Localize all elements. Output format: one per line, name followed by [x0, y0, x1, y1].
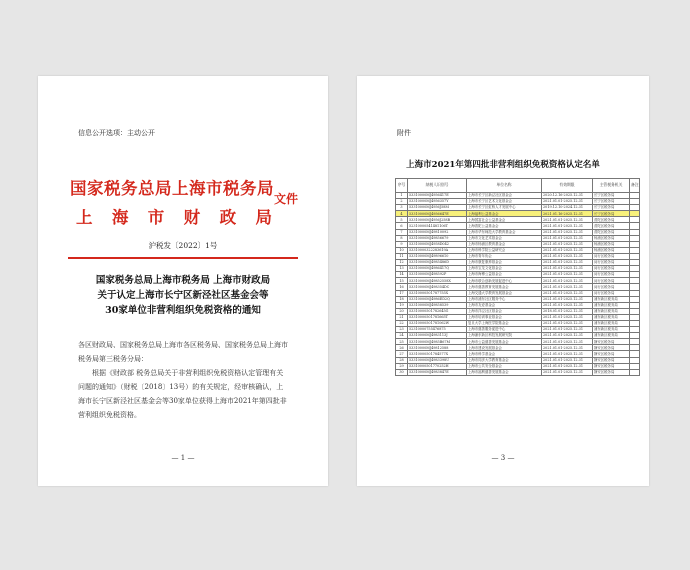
notice-body [78, 338, 290, 422]
table-cell: 2021.01.01-2025.12.31 [542, 272, 593, 278]
table-cell: 5 [396, 217, 408, 223]
table-cell: 上海福利公益基金会 [467, 211, 542, 217]
table-cell: 53310000501784577X [408, 351, 467, 357]
table-cell: 浦东新区税务局 [593, 302, 630, 308]
table-cell: 53310000MJ4986ED2Q [408, 296, 467, 302]
table-cell: 普陀区税务局 [593, 223, 630, 229]
table-cell: 8 [396, 235, 408, 241]
table-cell: 53310000501782645G [408, 308, 467, 314]
addressee: 各区财政局、国家税务总局上海市各区税务局、国家税务总局上海市税务局第三税务分局： [78, 341, 288, 363]
table-cell: 1 [396, 193, 408, 199]
table-cell: 杨浦区税务局 [593, 235, 630, 241]
table-cell: 53310000MJ498592P [408, 272, 467, 278]
table-cell: 上海市公共安全基金会 [467, 363, 542, 369]
table-cell: 21 [396, 314, 408, 320]
table-cell: 闵行区税务局 [593, 278, 630, 284]
issuer-char: 局 [255, 208, 272, 227]
table-cell: 53310000MJ4985B67M [408, 339, 467, 345]
table-cell: 闵行区税务局 [593, 260, 630, 266]
table-cell: 2021.01.01-2025.12.31 [542, 345, 593, 351]
table-cell: 上海市长宁区艺术文化基金会 [467, 199, 542, 205]
table-cell: 53310000501781062W [408, 320, 467, 326]
table-cell: 2021.01.01-2025.12.31 [542, 327, 593, 333]
table-cell: 2021.01.01-2025.12.31 [542, 363, 593, 369]
table-cell: 静安区税务局 [593, 339, 630, 345]
table-cell: 2021.01.01-2025.12.31 [542, 314, 593, 320]
table-cell: 26 [396, 345, 408, 351]
table-cell: 53310000MJ4958D042 [408, 241, 467, 247]
table-cell: 53310000MJ4983847E [408, 369, 467, 375]
table-cell: 静安区税务局 [593, 345, 630, 351]
table-cell: 浦东新区税务局 [593, 296, 630, 302]
page-number: — 1 — [171, 454, 195, 462]
table-cell: 上海普陀公益基金会 [467, 223, 542, 229]
title-line: 国家税务总局上海市税务局 上海市财政局 [95, 275, 271, 286]
table-cell: 53310000MJ498354DC [408, 284, 467, 290]
header-cell: 备注 [630, 179, 640, 193]
table-cell: 11 [396, 253, 408, 259]
table-cell: 上海浦东新区科技发展研究院 [467, 333, 542, 339]
table-cell: 12 [396, 260, 408, 266]
table-cell: 2021.01.01-2025.12.31 [542, 333, 593, 339]
table-cell: 上海交通大学教育发展基金会 [467, 290, 542, 296]
table-cell: 2021.01.01-2025.12.31 [542, 266, 593, 272]
table-cell: 10 [396, 247, 408, 253]
disclosure-option: 信息公开选项：主动公开 [78, 129, 155, 137]
title-line: 30家单位非营利组织免税资格的通知 [105, 305, 261, 316]
table-cell: 2021.01.01-2025.12.31 [542, 199, 593, 205]
header-cell: 纳税人识别号 [408, 179, 467, 193]
table-cell: 浦东新区税务局 [593, 308, 630, 314]
issuer-char: 市 [147, 208, 165, 227]
table-cell: 6 [396, 223, 408, 229]
issuer-char: 财 [183, 208, 201, 227]
table-cell: 4 [396, 211, 408, 217]
table-cell: 上海市慈善教育发展基金会 [467, 284, 542, 290]
issuer-char: 海 [111, 208, 129, 227]
table-cell: 上海市浦东社区服务中心 [467, 296, 542, 302]
table-cell: 13 [396, 266, 408, 272]
table-cell: 上海市同济大学教育基金会 [467, 357, 542, 363]
table-cell: 29 [396, 363, 408, 369]
table-cell: 2021.01.01-2025.12.31 [542, 357, 593, 363]
table-cell: 14 [396, 272, 408, 278]
table-cell: 上海市科学基金会 [467, 351, 542, 357]
table-cell: 2021.01.01-2025.12.31 [542, 302, 593, 308]
table-cell: 浦东新区税务局 [593, 314, 630, 320]
table-cell: 2021.01.01-2025.12.31 [542, 290, 593, 296]
table-cell: 2021.01.01-2025.12.31 [542, 369, 593, 375]
table-cell: 53310000MJ4985486D [408, 260, 467, 266]
notice-page-3 [357, 76, 649, 486]
table-cell: 53310000MJ49810092 [408, 229, 467, 235]
table-cell: 2021.01.01-2025.12.31 [542, 296, 593, 302]
list-title: 上海市2021年第四批非营利组织免税资格认定名单 [406, 160, 600, 170]
table-cell: 上海市洋泾社区基金会 [467, 308, 542, 314]
notice-page-1 [38, 76, 328, 486]
issuer-tax-bureau: 国家税务总局上海市税务局 [70, 179, 274, 198]
table-cell: 19 [396, 302, 408, 308]
header-cell: 主管税务机关 [593, 179, 630, 193]
table-cell: 2021.01.01-2025.12.31 [542, 351, 593, 357]
table-cell: 上海市海博公益基金会 [467, 272, 542, 278]
attachment-label: 附件 [397, 129, 411, 137]
table-cell: 上海市慈善服务促进中心 [467, 327, 542, 333]
table-cell: 静安区税务局 [593, 363, 630, 369]
table-cell: 杨浦区税务局 [593, 241, 630, 247]
table-cell: 上海市友爱基金会 [467, 302, 542, 308]
table-cell: 2 [396, 199, 408, 205]
table-cell: 2018.01.01-2022.12.31 [542, 308, 593, 314]
table-cell: 闵行区税务局 [593, 253, 630, 259]
table-cell: 长宁区税务局 [593, 199, 630, 205]
table-cell: 53310000MJ4956357Y [408, 199, 467, 205]
page-number: — 3 — [491, 454, 515, 462]
table-cell: 上海市文化艺术基金会 [467, 235, 542, 241]
table-cell: 普陀区税务局 [593, 229, 630, 235]
table-cell: 3 [396, 205, 408, 211]
table-cell: 52310000755476875 [408, 327, 467, 333]
table-cell: 上海市培训事业基金会 [467, 314, 542, 320]
table-cell: 2020.12.16-2025.12.31 [542, 193, 593, 199]
table-cell: 2021.01.01-2025.12.31 [542, 339, 593, 345]
table-cell: 上海市科学院公益研究会 [467, 247, 542, 253]
table-cell: 静安区税务局 [593, 357, 630, 363]
table-cell: 20 [396, 308, 408, 314]
exemption-table [395, 178, 640, 376]
table-cell: 静安区税务局 [593, 351, 630, 357]
table-cell: 上海市青年协会 [467, 253, 542, 259]
table-cell: 7 [396, 229, 408, 235]
header-cell: 单位名称 [467, 179, 542, 193]
table-cell: 2021.01.01-2025.12.31 [542, 320, 593, 326]
table-header [396, 179, 640, 193]
table-cell: 上海市长宁区虹桥人才发展中心 [467, 205, 542, 211]
table-cell: 2021.01.01-2025.12.31 [542, 223, 593, 229]
table-cell: 浦东新区税务局 [593, 333, 630, 339]
table-cell: 15 [396, 278, 408, 284]
table-cell: 53310000501787755X [408, 290, 467, 296]
notice-title [38, 273, 328, 318]
table-cell: 上海市公益慈善发展基金会 [467, 339, 542, 345]
table-cell: 53310000MJ49812588 [408, 345, 467, 351]
table-cell: 53310000MJ49896610 [408, 253, 467, 259]
table-cell: 27 [396, 351, 408, 357]
table-cell: 上海市康复康养基金会 [467, 260, 542, 266]
table-cell: 53310000MJ4956417E [408, 193, 467, 199]
table-cell: 2019.12.10-2024.12.31 [542, 205, 593, 211]
table-cell: 53310000MJ49852558X [408, 278, 467, 284]
table-cell: 上海市长宁区新泾社区基金会 [467, 193, 542, 199]
table-cell: 53310000MJ4956J58M [408, 205, 467, 211]
table-cell: 23 [396, 327, 408, 333]
table-cell: 上海市华东师范大学教育基金会 [467, 229, 542, 235]
table-cell: 18 [396, 296, 408, 302]
table-cell: 53310000322283619A [408, 247, 467, 253]
table-cell: 2021.01.01-2025.12.31 [542, 241, 593, 247]
table-cell: 长宁区税务局 [593, 211, 630, 217]
issuer-char: 政 [219, 208, 237, 227]
table-cell: 2021.01.01-2025.12.31 [542, 284, 593, 290]
table-cell: 24 [396, 333, 408, 339]
table-cell: 53310000MJ4986417Q [408, 266, 467, 272]
table-cell: 17 [396, 290, 408, 296]
table-cell: 长宁区税务局 [593, 193, 630, 199]
table-cell: 53310000501770252H [408, 363, 467, 369]
table-cell: 闵行区税务局 [593, 272, 630, 278]
table-cell: 2021.01.01-2025.12.31 [542, 217, 593, 223]
table-cell: 9 [396, 241, 408, 247]
table-cell: 52310000541481106T [408, 223, 467, 229]
table-cell: 30 [396, 369, 408, 375]
table-cell: 28 [396, 357, 408, 363]
table-cell: 浦东新区税务局 [593, 320, 630, 326]
table-cell: 普陀区税务局 [593, 217, 630, 223]
table-cell: 上海国富社会公益基金会 [467, 217, 542, 223]
table-cell: 16 [396, 284, 408, 290]
table-cell: 2021.01.01-2025.12.31 [542, 229, 593, 235]
table-cell: 上海市建设发展基金会 [467, 345, 542, 351]
header-cell: 有效期限 [542, 179, 593, 193]
table-cell: 2021.01.16-2025.12.31 [542, 211, 593, 217]
table-cell: 长宁区税务局 [593, 205, 630, 211]
table-cell: 53310000MJ4956J258B [408, 217, 467, 223]
table-cell [630, 369, 640, 375]
table-cell: 2021.01.01-2025.12.31 [542, 278, 593, 284]
issuer-char: 上 [76, 208, 93, 227]
table-cell: 静安区税务局 [593, 369, 630, 375]
table-cell: 53310000501781665T [408, 314, 467, 320]
document-number: 沪税发〔2022〕1号 [148, 241, 218, 250]
table-cell: 2021.01.01-2025.12.31 [542, 235, 593, 241]
table-cell: 杨浦区税务局 [593, 247, 630, 253]
header-cell: 序号 [396, 179, 408, 193]
table-cell: 2021.01.01-2025.12.31 [542, 253, 593, 259]
table-cell: 闵行区税务局 [593, 266, 630, 272]
table-cell: 闵行区税务局 [593, 284, 630, 290]
table-cell: 53310000MJ4956647E [408, 211, 467, 217]
table-cell: 53310000MJ4983113J [408, 333, 467, 339]
issuer-finance-bureau [76, 204, 272, 228]
table-cell: 53310000MJ4983398U [408, 357, 467, 363]
table-cell: 复旦大学上海医学院基金会 [467, 320, 542, 326]
table-cell: 闵行区税务局 [593, 290, 630, 296]
table-cell: 上海市福利慈善发展基金会 [467, 369, 542, 375]
table-cell: 上海市联合创新发展促进中心 [467, 278, 542, 284]
table-cell: 53310000MJ49856679 [408, 235, 467, 241]
table-row [396, 369, 640, 375]
red-divider [68, 257, 298, 259]
table-cell: 上海市宝龙文化基金会 [467, 266, 542, 272]
table-cell: 53310000MJ49858539 [408, 302, 467, 308]
table-cell: 浦东新区税务局 [593, 327, 630, 333]
table-cell: 2021.01.01-2025.12.31 [542, 260, 593, 266]
table-cell: 25 [396, 339, 408, 345]
table-cell: 上海市杨浦区教育基金会 [467, 241, 542, 247]
table-cell: 22 [396, 320, 408, 326]
table-cell: 2021.01.01-2025.12.31 [542, 247, 593, 253]
title-line: 关于认定上海市长宁区新泾社区基金会等 [97, 290, 269, 301]
body-paragraph: 根据《财政部 税务总局关于非营利组织免税资格认定管理有关问题的通知》（财税〔2018〕13号）的有关规定，经审核确认，上海市长宁区新泾社区基金会等30家单位获得上海市2021年第四批非营利组织免税资格。 [78, 369, 287, 419]
document-label: 文件 [274, 192, 299, 206]
